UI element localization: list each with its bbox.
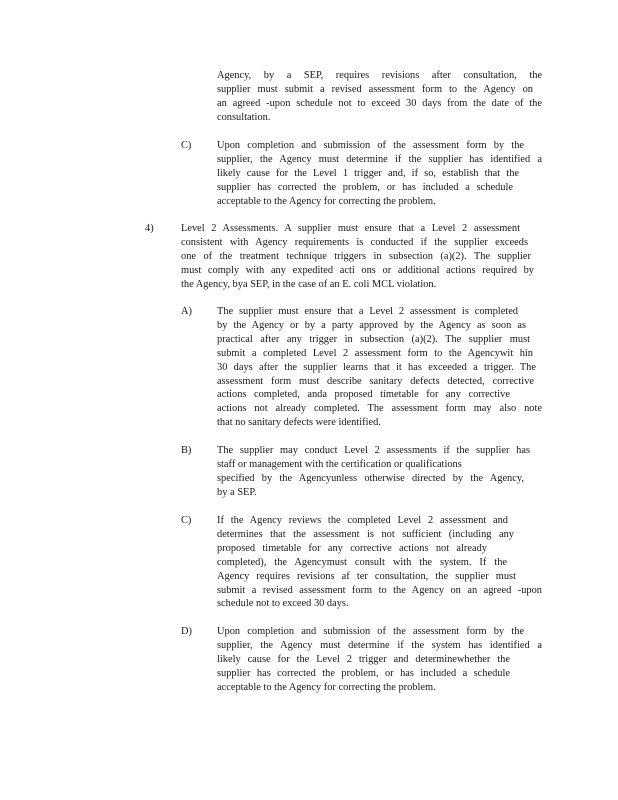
paragraph-line: consultation. <box>217 111 271 123</box>
paragraph-line: must comply with any expedited acti ons or additional actions required by <box>181 264 534 276</box>
paragraph-line: The supplier may conduct Level 2 assessments if the supplier has <box>217 445 530 456</box>
paragraph-line: schedule not to exceed 30 days. <box>217 598 349 610</box>
paragraph-line: supplier has corrected the problem, or has included a schedule <box>217 181 513 193</box>
continuation-paragraph <box>217 69 542 125</box>
item-4-paragraph <box>181 222 534 292</box>
paragraph-line: an agreed -upon schedule not to exceed 30 days from the date of the <box>217 97 542 109</box>
paragraph-line: determines that the assessment is not sufficient (including any <box>217 528 514 540</box>
paragraph-line: Upon completion and submission of the assessment form by the <box>217 140 524 151</box>
paragraph-line: that no sanitary defects were identified. <box>217 417 381 429</box>
item-label: 4) <box>145 223 154 234</box>
paragraph-line: staff or management with the certification or qualifications <box>217 458 462 470</box>
item-label: C) <box>181 140 192 151</box>
item-4d-paragraph <box>217 625 542 695</box>
paragraph-line: acceptable to the Agency for correcting the problem. <box>217 195 436 207</box>
paragraph-line: actions completed, anda proposed timetable for any corrective <box>217 389 510 401</box>
item-4b-paragraph <box>217 444 542 500</box>
item-label: B) <box>181 445 192 456</box>
item-3c-paragraph <box>217 139 542 209</box>
paragraph-line: completed), the Agencymust consult with the system. If the <box>217 556 507 568</box>
paragraph-line: assessment form must describe sanitary defects detected, corrective <box>217 375 534 387</box>
paragraph-line: actions not already completed. The assessment form may also note <box>217 403 542 415</box>
item-label: D) <box>181 626 192 637</box>
paragraph-line: supplier has corrected the problem, or has included a schedule <box>217 667 510 679</box>
paragraph-line: 30 days after the supplier learns that it has exceeded a trigger. The <box>217 361 536 373</box>
paragraph-line: submit a revised assessment form to the Agency on an agreed -upon <box>217 584 542 596</box>
paragraph-line: likely cause for the Level 1 trigger and, if so, establish that the <box>217 167 519 179</box>
paragraph-line: consistent with Agency requirements is conducted if the supplier exceeds <box>181 236 528 248</box>
item-4a-paragraph <box>217 305 542 430</box>
paragraph-line: acceptable to the Agency for correcting the problem. <box>217 681 436 693</box>
paragraph-line: by the Agency or by a party approved by the Agency as soon as <box>217 319 526 331</box>
item-label: C) <box>181 515 192 526</box>
paragraph-line: one of the treatment technique triggers in subsection (a)(2). The supplier <box>181 250 531 262</box>
paragraph-line: supplier, the Agency must determine if the supplier has identified a <box>217 153 542 165</box>
paragraph-line: The supplier must ensure that a Level 2 assessment is completed <box>217 306 518 317</box>
paragraph-line: If the Agency reviews the completed Level 2 assessment and <box>217 515 508 526</box>
paragraph-line: likely cause for the Level 2 trigger and determinewhether the <box>217 653 510 665</box>
item-4c-paragraph <box>217 514 542 611</box>
paragraph-line: proposed timetable for any corrective actions not already <box>217 542 487 554</box>
paragraph-line: specified by the Agencyunless otherwise directed by the Agency, <box>217 472 524 484</box>
paragraph-line: supplier, the Agency must determine if the system has identified a <box>217 639 542 651</box>
paragraph-line: supplier must submit a revised assessment form to the Agency on <box>217 83 533 95</box>
paragraph-line: submit a completed Level 2 assessment form to the Agencywit hin <box>217 347 533 359</box>
paragraph-line: practical after any trigger in subsection (a)(2). The supplier must <box>217 333 530 345</box>
paragraph-line: Level 2 Assessments. A supplier must ensure that a Level 2 assessment <box>181 223 520 234</box>
paragraph-line: by a SEP. <box>217 486 257 498</box>
paragraph-line: Agency, by a SEP, requires revisions after consultation, the <box>217 70 542 81</box>
paragraph-line: Agency requires revisions af ter consultation, the supplier must <box>217 570 516 582</box>
paragraph-line: the Agency, bya SEP, in the case of an E. coli MCL violation. <box>181 278 437 290</box>
paragraph-line: Upon completion and submission of the assessment form by the <box>217 626 524 637</box>
item-label: A) <box>181 306 192 317</box>
